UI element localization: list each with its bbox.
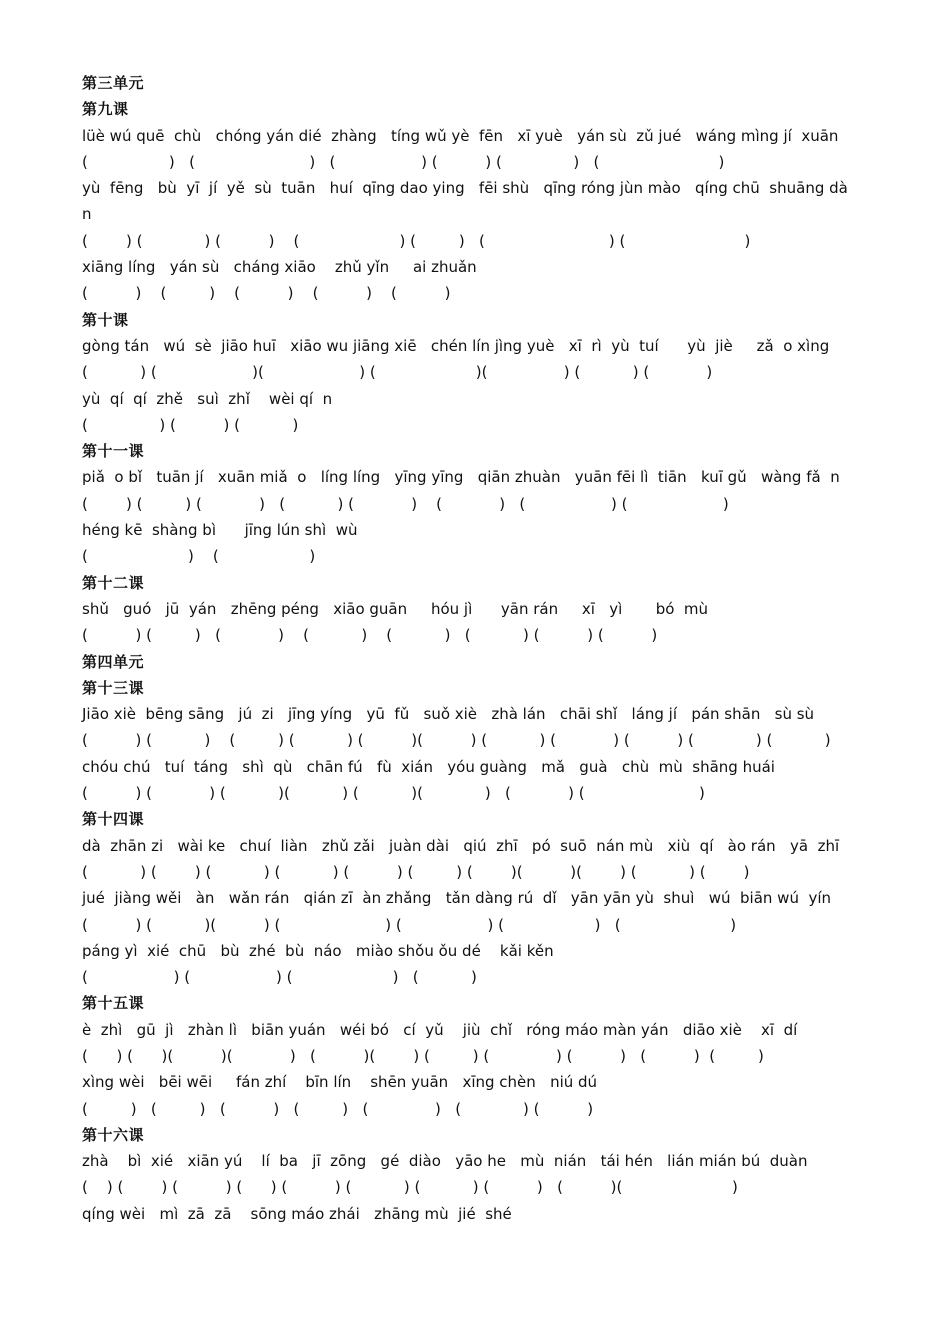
pinyin-line: qíng wèi mì zā zā sōng máo zhái zhāng mù jié shé xyxy=(82,1204,512,1223)
answer-blanks-line: ( ) ( ) ( ) ( ) ( ) ( ) ( ) xyxy=(82,231,751,250)
section-heading: 第十一课 xyxy=(82,442,145,461)
answer-blanks-line: ( ) ( ) ( ) ( ) ( ) ( ) ( ) xyxy=(82,1099,594,1118)
pinyin-line: páng yì xié chū bù zhé bù náo miào shǒu ǒu dé kǎi kěn xyxy=(82,941,554,960)
section-heading: 第九课 xyxy=(82,100,129,119)
answer-blanks-line: ( ) ( ) ( ) ( ) xyxy=(82,968,477,987)
answer-blanks-line: ( ) ( ) ( ) ( ) ( ) ( ) ( ) ( ) ( )( ) xyxy=(82,1178,738,1197)
pinyin-line: jué jiàng wěi àn wǎn rán qián zī àn zhǎng tǎn dàng rú dǐ yān yān yù shuì wú biān wú yín xyxy=(82,889,832,908)
pinyin-line: xìng wèi bēi wēi fán zhí bīn lín shēn yuān xīng chèn niú dú xyxy=(82,1073,598,1092)
pinyin-line: yù fēng bù yī jí yě sù tuān huí qīng dao ying fēi shù qīng róng jùn mào qíng chū shuāng dà xyxy=(82,179,848,198)
answer-blanks-line: ( ) ( ) ( ) ( ) ( ) ( ) ( ) ( ) xyxy=(82,494,729,513)
pinyin-line: héng kē shàng bì jīng lún shì wù xyxy=(82,521,358,540)
section-heading: 第十三课 xyxy=(82,678,145,697)
section-heading: 第十二课 xyxy=(82,573,145,592)
answer-blanks-line: ( ) ( )( ) ( )( ) ( ) ( ) xyxy=(82,363,713,382)
answer-blanks-line: ( ) ( ) ( ) ( ) ( ) ( ) xyxy=(82,152,725,171)
answer-blanks-line: ( ) ( )( )( ) ( )( ) ( ) ( ) ( ) ( ) ( ) xyxy=(82,1046,764,1065)
pinyin-line: xiāng líng yán sù cháng xiāo zhǔ yǐn ai zhuǎn xyxy=(82,258,477,277)
section-heading: 第十五课 xyxy=(82,994,145,1013)
pinyin-line: piǎ o bǐ tuān jí xuān miǎ o líng líng yīng yīng qiān zhuàn yuān fēi lì tiān kuī gǔ wàng fǎ n xyxy=(82,468,840,487)
answer-blanks-line: ( ) ( ) ( )( ) ( )( ) ( ) ( ) xyxy=(82,784,705,803)
pinyin-line: yù qí qí zhě suì zhǐ wèi qí n xyxy=(82,389,333,408)
section-heading: 第三单元 xyxy=(82,74,145,92)
answer-blanks-line: ( ) ( ) ( ) ( ) ( ) ( ) ( )( )( ) ( ) ( ) xyxy=(82,862,750,881)
pinyin-line: gòng tán wú sè jiāo huī xiāo wu jiāng xiē chén lín jìng yuè xī rì yù tuí yù jiè zǎ o xìng xyxy=(82,336,830,355)
pinyin-line: shǔ guó jū yán zhēng péng xiāo guān hóu jì yān rán xī yì bó mù xyxy=(82,599,709,618)
pinyin-line: Jiāo xiè bēng sāng jú zi jīng yíng yū fǔ suǒ xiè zhà lán chāi shǐ láng jí pán shān sù sù xyxy=(82,705,815,724)
answer-blanks-line: ( ) ( ) xyxy=(82,547,316,566)
pinyin-line: zhà bì xié xiān yú lí ba jī zōng gé diào yāo he mù nián tái hén lián mián bú duàn xyxy=(82,1152,808,1171)
section-heading: 第十六课 xyxy=(82,1125,145,1144)
pinyin-line: è zhì gū jì zhàn lì biān yuán wéi bó cí yǔ jiù chǐ róng máo màn yán diāo xiè xī dí xyxy=(82,1020,798,1039)
pinyin-line: n xyxy=(82,205,92,224)
answer-blanks-line: ( ) ( ) ( ) xyxy=(82,415,299,434)
answer-blanks-line: ( ) ( ) ( ) ( ) ( ) xyxy=(82,284,451,303)
answer-blanks-line: ( ) ( ) ( ) ( ) ( )( ) ( ) ( ) ( ) ( ) ( ) xyxy=(82,731,831,750)
worksheet-document xyxy=(82,70,882,1227)
section-heading: 第四单元 xyxy=(82,652,145,671)
section-heading: 第十课 xyxy=(82,310,129,329)
pinyin-line: lüè wú quē chù chóng yán dié zhàng tíng wǔ yè fēn xī yuè yán sù zǔ jué wáng mìng jí xuān xyxy=(82,126,839,145)
section-heading: 第十四课 xyxy=(82,810,145,829)
pinyin-line: dà zhān zi wài ke chuí liàn zhǔ zǎi juàn dài qiú zhī pó suō nán mù xiù qí ào rán yā zhī xyxy=(82,836,840,855)
answer-blanks-line: ( ) ( )( ) ( ) ( ) ( ) ( ) xyxy=(82,915,737,934)
answer-blanks-line: ( ) ( ) ( ) ( ) ( ) ( ) ( ) ( ) xyxy=(82,626,658,645)
pinyin-line: chóu chú tuí táng shì qù chān fú fù xián yóu guàng mǎ guà chù mù shāng huái xyxy=(82,757,775,776)
